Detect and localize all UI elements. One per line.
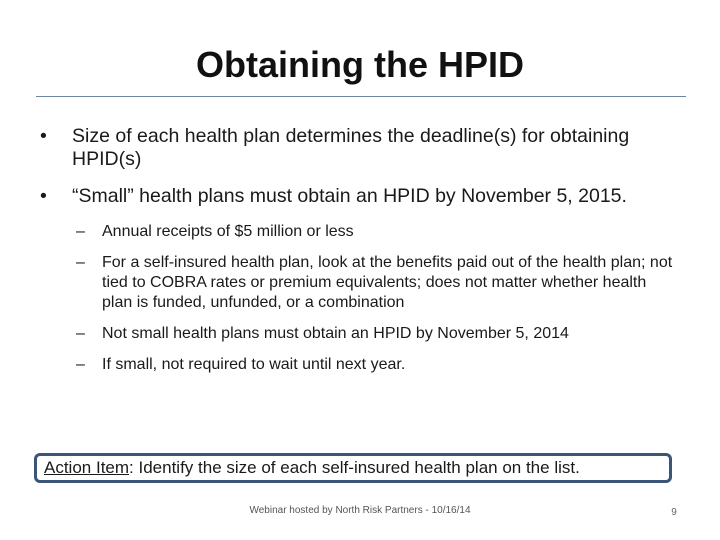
sub-bullet-item [76, 324, 678, 344]
sub-bullet-item [76, 355, 678, 375]
bullet-item [38, 185, 678, 208]
sub-bullet-marker: – [76, 356, 85, 373]
bullet-list [38, 125, 678, 386]
sub-bullet-text: If small, not required to wait until next year. [102, 356, 406, 373]
bullet-text: “Small” health plans must obtain an HPID by November 5, 2015. [72, 185, 627, 207]
action-item-box [34, 453, 672, 483]
sub-bullet-text: For a self-insured health plan, look at the benefits paid out of the health plan; not tied to COBRA rates or premium equivalents; does not matter whether health plan is funded, unfunded, or a combination [102, 254, 673, 311]
sub-bullet-marker: – [76, 325, 85, 342]
slide-title: Obtaining the HPID [196, 44, 524, 85]
sub-bullet-list [76, 222, 678, 375]
bullet-text: Size of each health plan determines the deadline(s) for obtaining HPID(s) [72, 125, 630, 170]
sub-bullet-text: Not small health plans must obtain an HPID by November 5, 2014 [102, 325, 569, 342]
sub-bullet-item [76, 222, 678, 242]
bullet-marker: • [40, 185, 47, 207]
slide-footer: Webinar hosted by North Risk Partners - 10/16/14 [249, 505, 471, 516]
page-number: 9 [671, 507, 677, 518]
sub-bullet-marker: – [76, 223, 85, 240]
title-divider [36, 96, 686, 97]
bullet-item [38, 125, 678, 171]
sub-bullet-marker: – [76, 254, 85, 271]
action-item-label: Action Item [44, 458, 130, 477]
bullet-marker: • [40, 125, 47, 147]
sub-bullet-text: Annual receipts of $5 million or less [102, 223, 354, 240]
sub-bullet-item [76, 253, 678, 313]
action-item-text: : Identify the size of each self-insured health plan on the list. [129, 458, 580, 477]
